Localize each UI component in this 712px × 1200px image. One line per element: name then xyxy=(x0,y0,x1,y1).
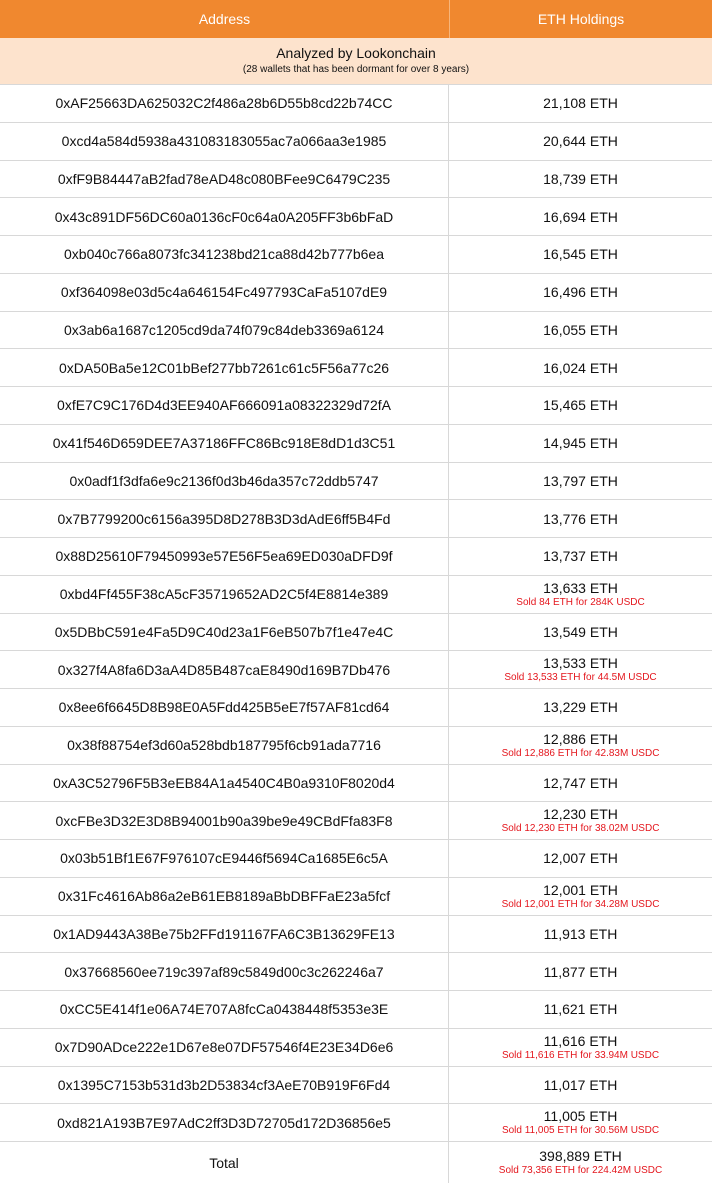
wallet-address: 0x31Fc4616Ab86a2eB61EB8189aBbDBFFaE23a5fcf xyxy=(0,878,449,915)
table-row xyxy=(0,651,712,689)
eth-holding: 15,465 ETH xyxy=(543,397,618,414)
holding-cell xyxy=(449,916,712,953)
holding-cell xyxy=(449,85,712,122)
eth-holding: 16,055 ETH xyxy=(543,321,618,338)
table-row xyxy=(0,349,712,387)
table-row xyxy=(0,274,712,312)
holding-cell xyxy=(449,198,712,235)
eth-holding: 13,737 ETH xyxy=(543,548,618,565)
eth-holding: 18,739 ETH xyxy=(543,170,618,187)
sale-note: Sold 12,886 ETH for 42.83M USDC xyxy=(501,747,660,759)
sale-note: Sold 11,616 ETH for 33.94M USDC xyxy=(501,1049,660,1061)
holding-cell xyxy=(449,765,712,802)
eth-holding: 14,945 ETH xyxy=(543,435,618,452)
table-row xyxy=(0,538,712,576)
table-row xyxy=(0,312,712,350)
wallet-address: 0xfF9B84447aB2fad78eAD48c080BFee9C6479C235 xyxy=(0,161,449,198)
wallet-address: 0x37668560ee719c397af89c5849d00c3c262246a7 xyxy=(0,953,449,990)
wallet-address: 0x1395C7153b531d3b2D53834cf3AeE70B919F6Fd4 xyxy=(0,1067,449,1104)
table-row xyxy=(0,198,712,236)
table-row xyxy=(0,123,712,161)
holding-cell xyxy=(449,236,712,273)
holding-cell xyxy=(449,840,712,877)
analysis-banner xyxy=(0,38,712,85)
wallet-address: 0x41f546D659DEE7A37186FFC86Bc918E8dD1d3C51 xyxy=(0,425,449,462)
holding-cell xyxy=(449,500,712,537)
wallet-address: 0x327f4A8fa6D3aA4D85B487caE8490d169B7Db476 xyxy=(0,651,449,688)
eth-holding: 11,005 ETH xyxy=(543,1108,618,1125)
holding-cell xyxy=(449,1029,712,1066)
holding-cell xyxy=(449,123,712,160)
holding-cell xyxy=(449,161,712,198)
wallet-address: 0x0adf1f3dfa6e9c2136f0d3b46da357c72ddb5747 xyxy=(0,463,449,500)
holding-cell xyxy=(449,425,712,462)
table-row xyxy=(0,840,712,878)
total-holding: 398,889 ETH xyxy=(539,1148,622,1164)
sale-note: Sold 12,001 ETH for 34.28M USDC xyxy=(501,898,660,910)
table-row xyxy=(0,614,712,652)
holding-cell xyxy=(449,991,712,1028)
holding-cell xyxy=(449,387,712,424)
table-row xyxy=(0,576,712,614)
wallet-address: 0xbd4Ff455F38cA5cF35719652AD2C5f4E8814e389 xyxy=(0,576,449,613)
wallet-address: 0x8ee6f6645D8B98E0A5Fdd425B5eE7f57AF81cd64 xyxy=(0,689,449,726)
holding-cell xyxy=(449,1104,712,1141)
holding-cell xyxy=(449,463,712,500)
holdings-column-header: ETH Holdings xyxy=(537,11,625,27)
wallet-address: 0xcFBe3D32E3D8B94001b90a39be9e49CBdFfa83F8 xyxy=(0,802,449,839)
eth-holding: 11,616 ETH xyxy=(543,1032,618,1049)
wallet-address: 0x3ab6a1687c1205cd9da74f079c84deb3369a6124 xyxy=(0,312,449,349)
wallet-address: 0xb040c766a8073fc341238bd21ca88d42b777b6ea xyxy=(0,236,449,273)
table-row xyxy=(0,500,712,538)
holding-cell xyxy=(449,274,712,311)
eth-holding: 11,877 ETH xyxy=(543,963,618,980)
eth-holding: 16,496 ETH xyxy=(543,284,618,301)
table-row xyxy=(0,916,712,954)
holding-cell xyxy=(449,576,712,613)
eth-holding: 13,229 ETH xyxy=(543,699,618,716)
sale-note: Sold 13,533 ETH for 44.5M USDC xyxy=(504,672,657,684)
table-row xyxy=(0,727,712,765)
eth-holding: 12,230 ETH xyxy=(543,806,618,823)
wallet-address: 0xA3C52796F5B3eEB84A1a4540C4B0a9310F8020d4 xyxy=(0,765,449,802)
eth-holding: 13,797 ETH xyxy=(543,472,618,489)
sale-note: Sold 84 ETH for 284K USDC xyxy=(516,596,645,608)
banner-title: Analyzed by Lookonchain xyxy=(276,45,436,61)
table-body xyxy=(0,85,712,1142)
wallet-address: 0xfE7C9C176D4d3EE940AF666091a08322329d72fA xyxy=(0,387,449,424)
eth-holding: 13,549 ETH xyxy=(543,623,618,640)
eth-holding: 16,694 ETH xyxy=(543,208,618,225)
eth-holding: 11,017 ETH xyxy=(543,1076,618,1093)
eth-holding: 13,776 ETH xyxy=(543,510,618,527)
table-row xyxy=(0,1104,712,1142)
table-row xyxy=(0,425,712,463)
holding-cell xyxy=(449,312,712,349)
sale-note: Sold 12,230 ETH for 38.02M USDC xyxy=(501,823,660,835)
wallet-address: 0x38f88754ef3d60a528bdb187795f6cb91ada7716 xyxy=(0,727,449,764)
wallet-address: 0xAF25663DA625032C2f486a28b6D55b8cd22b74CC xyxy=(0,85,449,122)
wallet-address: 0xDA50Ba5e12C01bBef277bb7261c61c5F56a77c26 xyxy=(0,349,449,386)
eth-holding: 20,644 ETH xyxy=(543,133,618,150)
eth-holding: 12,007 ETH xyxy=(543,850,618,867)
holding-cell xyxy=(449,689,712,726)
table-row xyxy=(0,161,712,199)
table-row xyxy=(0,765,712,803)
total-row xyxy=(0,1142,712,1183)
table-row xyxy=(0,1029,712,1067)
eth-holding: 11,621 ETH xyxy=(543,1001,618,1018)
holding-cell xyxy=(449,878,712,915)
holding-cell xyxy=(449,802,712,839)
total-note: Sold 73,356 ETH for 224.42M USDC xyxy=(498,1165,663,1176)
sale-note: Sold 11,005 ETH for 30.56M USDC xyxy=(501,1125,660,1137)
total-holding-cell xyxy=(449,1142,712,1183)
table-row xyxy=(0,802,712,840)
wallet-address: 0x7D90ADce222e1D67e8e07DF57546f4E23E34D6e6 xyxy=(0,1029,449,1066)
wallet-address: 0x7B7799200c6156a395D8D278B3D3dAdE6ff5B4Fd xyxy=(0,500,449,537)
wallet-address: 0xCC5E414f1e06A74E707A8fcCa0438448f5353e3E xyxy=(0,991,449,1028)
table-row xyxy=(0,878,712,916)
eth-holding: 21,108 ETH xyxy=(543,95,618,112)
wallet-address: 0xd821A193B7E97AdC2ff3D3D72705d172D36856e5 xyxy=(0,1104,449,1141)
table-row xyxy=(0,953,712,991)
address-column-header: Address xyxy=(0,0,450,38)
holding-cell xyxy=(449,727,712,764)
table-row xyxy=(0,85,712,123)
table-header xyxy=(0,0,712,38)
holding-cell xyxy=(449,538,712,575)
eth-holding: 16,545 ETH xyxy=(543,246,618,263)
eth-holding: 12,886 ETH xyxy=(543,730,618,747)
table-row xyxy=(0,1067,712,1105)
wallet-address: 0xf364098e03d5c4a646154Fc497793CaFa5107dE9 xyxy=(0,274,449,311)
eth-holding: 12,001 ETH xyxy=(543,881,618,898)
eth-holding: 11,913 ETH xyxy=(543,925,618,942)
eth-holding: 13,533 ETH xyxy=(543,655,618,672)
wallet-address: 0x43c891DF56DC60a0136cF0c64a0A205FF3b6bFaD xyxy=(0,198,449,235)
wallet-address: 0x88D25610F79450993e57E56F5ea69ED030aDFD9f xyxy=(0,538,449,575)
table-row xyxy=(0,689,712,727)
total-label: Total xyxy=(0,1142,449,1183)
table-row xyxy=(0,236,712,274)
table-row xyxy=(0,463,712,501)
holding-cell xyxy=(449,349,712,386)
holding-cell xyxy=(449,953,712,990)
eth-holding: 12,747 ETH xyxy=(543,774,618,791)
eth-holding: 13,633 ETH xyxy=(543,579,618,596)
holding-cell xyxy=(449,651,712,688)
wallet-address: 0x03b51Bf1E67F976107cE9446f5694Ca1685E6c5A xyxy=(0,840,449,877)
wallet-address: 0x5DBbC591e4Fa5D9C40d23a1F6eB507b7f1e47e4C xyxy=(0,614,449,651)
holding-cell xyxy=(449,614,712,651)
table-row xyxy=(0,991,712,1029)
table-row xyxy=(0,387,712,425)
holding-cell xyxy=(449,1067,712,1104)
wallet-address: 0xcd4a584d5938a431083183055ac7a066aa3e1985 xyxy=(0,123,449,160)
eth-holding: 16,024 ETH xyxy=(543,359,618,376)
banner-subtitle: (28 wallets that has been dormant for over 8 years) xyxy=(242,64,470,75)
wallet-address: 0x1AD9443A38Be75b2FFd191167FA6C3B13629FE13 xyxy=(0,916,449,953)
